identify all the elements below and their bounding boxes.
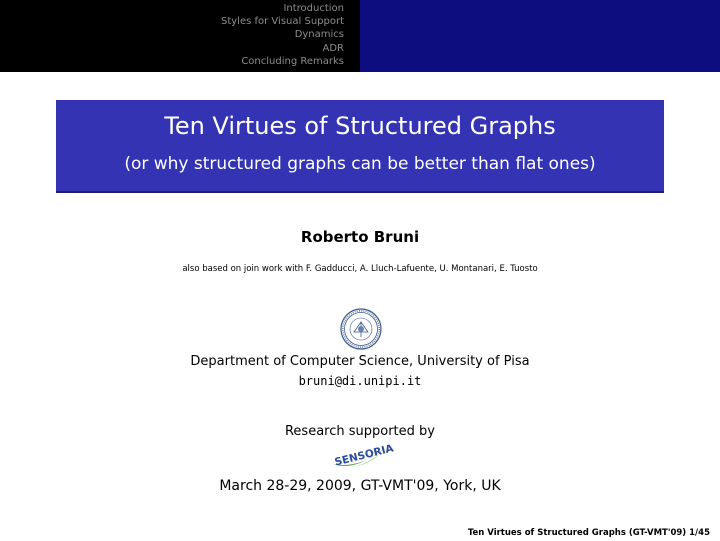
author-name: Roberto Bruni	[300, 228, 420, 246]
footer-short-title: Ten Virtues of Structured Graphs (GT-VMT'09)	[467, 528, 687, 538]
presentation-subtitle: (or why structured graphs can be better than flat ones)	[124, 154, 596, 174]
nav-item-styles[interactable]: Styles for Visual Support	[221, 16, 344, 28]
section-nav-pane	[0, 0, 360, 72]
nav-item-introduction[interactable]: Introduction	[283, 3, 344, 14]
sensoria-logo-text: SENSORIA	[333, 442, 395, 469]
footer-bar	[468, 528, 710, 538]
nav-item-concluding-remarks[interactable]: Concluding Remarks	[241, 55, 344, 67]
department-affiliation: Department of Computer Science, University of Pisa	[190, 354, 530, 369]
event-date-location: March 28-29, 2009, GT-VMT'09, York, UK	[219, 478, 501, 494]
presentation-title: Ten Virtues of Structured Graphs	[164, 112, 556, 140]
navigation-bar	[0, 0, 720, 72]
collaborators-note: also based on join work with F. Gadducci, A. Lluch-Lafuente, U. Montanari, E. Tuosto	[182, 264, 538, 274]
title-block	[56, 100, 664, 191]
nav-item-adr[interactable]: ADR	[322, 42, 344, 54]
section-list	[221, 2, 344, 68]
author-email[interactable]: bruni@di.unipi.it	[298, 374, 422, 388]
sensoria-logo-icon	[330, 442, 395, 470]
funding-note: Research supported by	[284, 424, 435, 439]
university-seal-icon	[340, 308, 382, 350]
nav-item-dynamics[interactable]: Dynamics	[294, 29, 344, 41]
page-number: 1/45	[689, 528, 710, 538]
subsection-nav-pane	[360, 0, 720, 72]
